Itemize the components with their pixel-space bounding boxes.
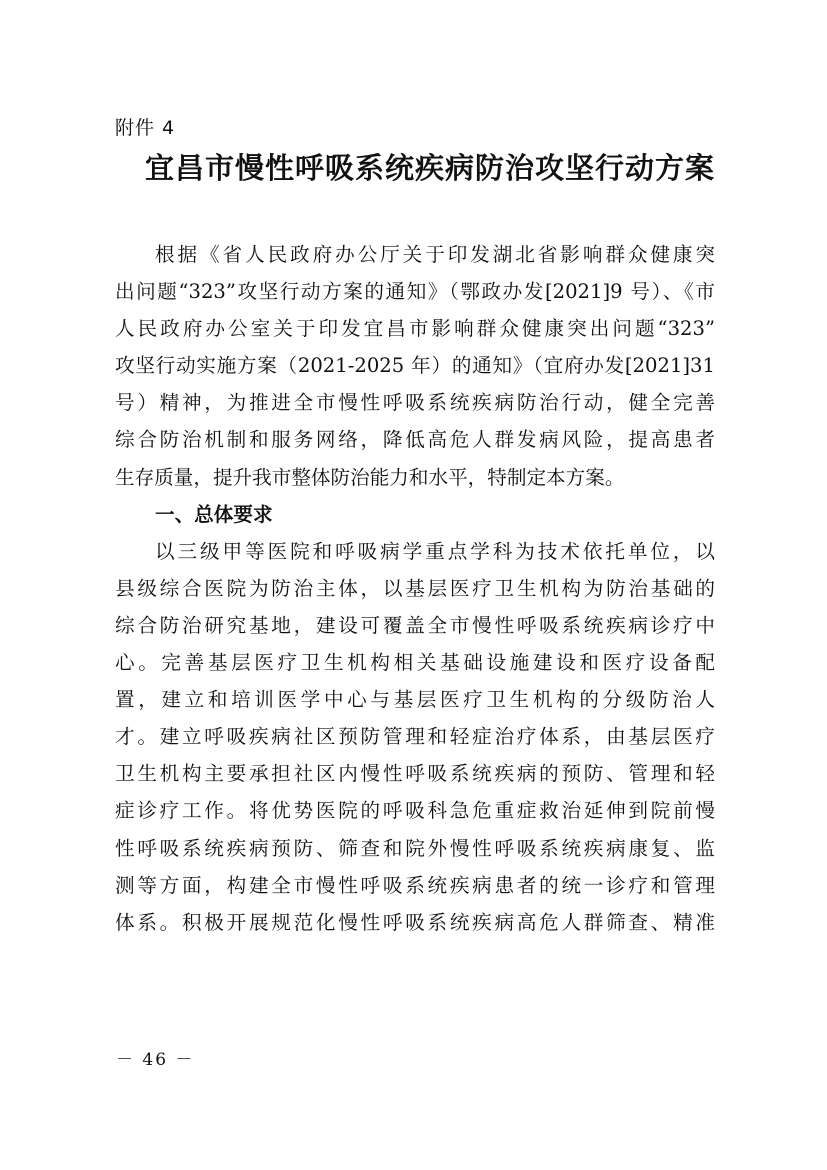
document-title: 宜昌市慢性呼吸系统疾病防治攻坚行动方案 bbox=[144, 151, 715, 185]
paragraph-line: 出问题“323”攻坚行动方案的通知》（鄂政办发[2021]9 号）、《市 bbox=[115, 280, 715, 304]
paragraph-line: 综合防治机制和服务网络，降低高危人群发病风险，提高患者 bbox=[115, 428, 715, 452]
paragraph-line: 体系。积极开展规范化慢性呼吸系统疾病高危人群筛查、精准 bbox=[115, 910, 715, 934]
paragraph-line: 性呼吸系统疾病预防、筛查和院外慢性呼吸系统疾病康复、监 bbox=[115, 836, 715, 860]
paragraph-line: 置，建立和培训医学中心与基层医疗卫生机构的分级防治人 bbox=[115, 688, 715, 712]
paragraph-line: 卫生机构主要承担社区内慢性呼吸系统疾病的预防、管理和轻 bbox=[115, 762, 715, 786]
paragraph-line: 以三级甲等医院和呼吸病学重点学科为技术依托单位，以 bbox=[155, 539, 715, 563]
paragraph-line: 症诊疗工作。将优势医院的呼吸科急危重症救治延伸到院前慢 bbox=[115, 799, 715, 823]
section-heading: 一、总体要求 bbox=[155, 502, 273, 526]
document-body bbox=[115, 236, 715, 941]
paragraph-line: 号）精神，为推进全市慢性呼吸系统疾病防治行动，健全完善 bbox=[115, 391, 715, 415]
attachment-label: 附件 4 bbox=[115, 117, 176, 139]
paragraph-line: 根据《省人民政府办公厅关于印发湖北省影响群众健康突 bbox=[155, 243, 715, 266]
paragraph-line: 测等方面，构建全市慢性呼吸系统疾病患者的统一诊疗和管理 bbox=[115, 873, 715, 897]
page-number: － 46 － bbox=[116, 1050, 195, 1070]
paragraph-2 bbox=[115, 533, 715, 941]
paragraph-line: 攻坚行动实施方案（2021-2025 年）的通知》（宜府办发[2021]31 bbox=[115, 354, 715, 378]
paragraph-line: 县级综合医院为防治主体，以基层医疗卫生机构为防治基础的 bbox=[115, 576, 715, 600]
paragraph-line: 生存质量，提升我市整体防治能力和水平，特制定本方案。 bbox=[115, 465, 625, 489]
paragraph-line: 综合防治研究基地，建设可覆盖全市慢性呼吸系统疾病诊疗中 bbox=[115, 613, 715, 637]
paragraph-line: 人民政府办公室关于印发宜昌市影响群众健康突出问题“323” bbox=[115, 317, 715, 341]
paragraph-line: 才。建立呼吸疾病社区预防管理和轻症治疗体系，由基层医疗 bbox=[115, 725, 715, 749]
paragraph-line: 心。完善基层医疗卫生机构相关基础设施建设和医疗设备配 bbox=[115, 651, 715, 675]
paragraph-1 bbox=[115, 236, 715, 496]
